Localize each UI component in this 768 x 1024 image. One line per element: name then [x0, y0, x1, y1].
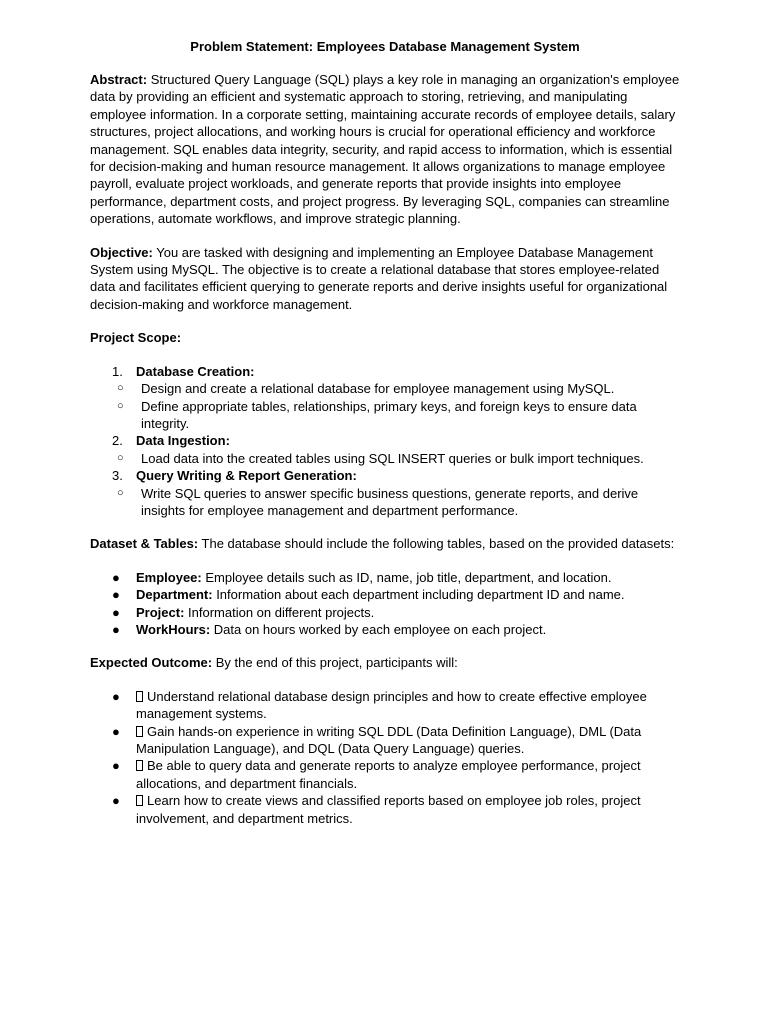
- table-desc: Information on different projects.: [184, 604, 375, 620]
- table-name: WorkHours:: [136, 621, 211, 637]
- list-item: [90, 586, 680, 603]
- document-title: Problem Statement: Employees Database Management System: [190, 39, 580, 54]
- scope-item-title: [90, 363, 680, 380]
- abstract-label: Abstract:: [90, 72, 148, 87]
- table-desc: Information about each department including department ID and name.: [212, 587, 625, 603]
- abstract-text: Structured Query Language (SQL) plays a key role in managing an organization's employee data by providing an efficient and systematic approach to storing, retrieving, and manipulating employee information. In a corporate setting, maintaining accurate records of employee details, salary structures, project allocations, and working hours is crucial for operational efficiency and workforce management. SQL enables data integrity, security, and rapid access to information, which is essential for decision-making and human resource management. It allows organizations to manage employee payroll, evaluate project workloads, and generate reports that provide insights into employee performance, department costs, and project progress. By leveraging SQL, companies can streamline operations, automate workflows, and improve strategic planning.: [90, 72, 680, 227]
- list-item: [90, 621, 680, 638]
- circle-bullet-icon: ○: [117, 399, 124, 412]
- circle-bullet-icon: ○: [117, 382, 124, 395]
- bullet-icon: ●: [112, 758, 120, 774]
- scope-item: [90, 432, 680, 467]
- circle-bullet-icon: ○: [117, 451, 124, 464]
- dataset-list: [90, 569, 680, 639]
- scope-list: [90, 363, 680, 520]
- scope-subitem-text: Define appropriate tables, relationships, primary keys, and foreign keys to ensure data integrity.: [141, 398, 637, 431]
- outcome-text: Be able to query data and generate reports to analyze employee performance, project allocations, and department financials.: [136, 758, 641, 791]
- scope-item-title-text: Data Ingestion:: [136, 433, 230, 449]
- scope-subitem: [90, 398, 680, 433]
- scope-subitem: [90, 380, 680, 397]
- table-desc: Employee details such as ID, name, job title, department, and location.: [201, 569, 612, 585]
- scope-subitem-text: Load data into the created tables using SQL INSERT queries or bulk import techniques.: [141, 450, 644, 466]
- outcome-text: Learn how to create views and classified reports based on employee job roles, project involvement, and department metrics.: [136, 793, 641, 826]
- missing-glyph-icon: [136, 795, 143, 806]
- table-name: Department:: [136, 587, 213, 603]
- outcome-label: Expected Outcome:: [90, 655, 213, 671]
- scope-item-title: [90, 467, 680, 484]
- scope-item: [90, 467, 680, 519]
- bullet-icon: ●: [112, 723, 120, 739]
- outcome-list: [90, 688, 680, 827]
- table-name: Employee:: [136, 569, 202, 585]
- scope-heading: Project Scope:: [90, 330, 182, 346]
- missing-glyph-icon: [136, 691, 143, 702]
- list-item: [90, 688, 680, 723]
- scope-subitem-text: Write SQL queries to answer specific business questions, generate reports, and derive insights for employee management and department performance.: [141, 485, 639, 518]
- missing-glyph-icon: [136, 726, 143, 737]
- list-item: [90, 757, 680, 792]
- list-item: [90, 723, 680, 758]
- bullet-icon: ●: [112, 604, 120, 620]
- dataset-text: The database should include the following tables, based on the provided datasets:: [198, 536, 675, 552]
- scope-item-number: 3.: [112, 468, 123, 484]
- abstract-paragraph: [90, 71, 680, 228]
- scope-item-title-text: Query Writing & Report Generation:: [136, 468, 357, 484]
- list-item: [90, 604, 680, 621]
- scope-item: [90, 363, 680, 433]
- outcome-text: Gain hands-on experience in writing SQL DDL (Data Definition Language), DML (Data Manipulation Language), and DQL (Data Query Language) queries.: [136, 723, 642, 756]
- scope-subitem: [90, 450, 680, 467]
- dataset-paragraph: [90, 535, 680, 552]
- table-name: Project:: [136, 604, 185, 620]
- outcome-paragraph: [90, 654, 680, 671]
- circle-bullet-icon: ○: [117, 486, 124, 499]
- objective-label: Objective:: [90, 244, 153, 260]
- list-item: [90, 792, 680, 827]
- dataset-label: Dataset & Tables:: [90, 536, 199, 552]
- bullet-icon: ●: [112, 569, 120, 585]
- objective-paragraph: [90, 244, 680, 314]
- list-item: [90, 569, 680, 586]
- bullet-icon: ●: [112, 587, 120, 603]
- objective-text: You are tasked with designing and implementing an Employee Database Management System using MySQL. The objective is to create a relational database that stores employee-related data and facilitates efficient querying to generate reports and derive insights useful for organizational decision-making and workforce management.: [90, 244, 668, 312]
- outcome-text: Understand relational database design principles and how to create effective employee management systems.: [136, 688, 647, 722]
- scope-item-number: 2.: [112, 433, 123, 449]
- scope-subitem-text: Design and create a relational database for employee management using MySQL.: [141, 381, 615, 397]
- bullet-icon: ●: [112, 688, 120, 704]
- scope-item-number: 1.: [112, 363, 123, 379]
- table-desc: Data on hours worked by each employee on each project.: [210, 621, 547, 637]
- scope-item-title: [90, 432, 680, 449]
- missing-glyph-icon: [136, 760, 143, 771]
- scope-subitem: [90, 485, 680, 520]
- bullet-icon: ●: [112, 793, 120, 809]
- scope-item-title-text: Database Creation:: [136, 363, 255, 379]
- outcome-text: By the end of this project, participants will:: [212, 655, 458, 671]
- bullet-icon: ●: [112, 621, 120, 637]
